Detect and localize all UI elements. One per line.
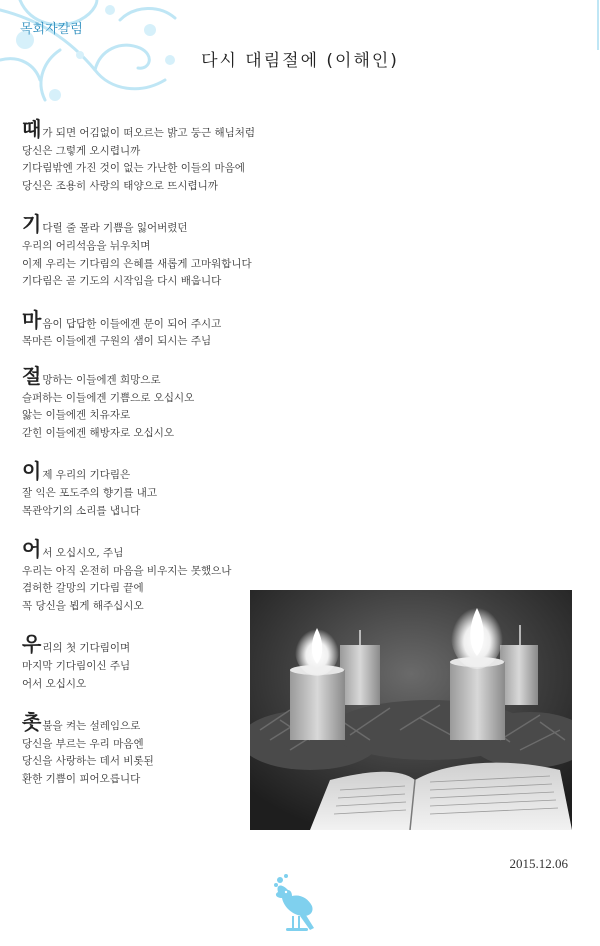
poem-line: 당신을 사랑하는 데서 비롯된 xyxy=(22,755,154,768)
poem-line: 기다림밖엔 가진 것이 없는 가난한 이들의 마음에 xyxy=(22,162,245,175)
poem-line: 갇힌 이들에겐 해방자로 오십시오 xyxy=(22,426,175,439)
poem-line: 목관악기의 소리를 냅니다 xyxy=(22,504,141,517)
poem-line: 겸허한 갈망의 기다림 끝에 xyxy=(22,582,144,595)
poem-line: 꼭 당신을 뵙게 해주십시오 xyxy=(22,599,144,612)
poem-line: 환한 기쁨이 피어오릅니다 xyxy=(22,773,141,786)
poem-line: 이제 우리는 기다림의 은혜를 새롭게 고마워합니다 xyxy=(22,257,252,270)
poem-line: 제 우리의 기다림은 xyxy=(42,469,131,482)
poem-line: 마지막 기다림이신 주님 xyxy=(22,660,131,673)
poem-line: 서 오십시오, 주님 xyxy=(42,547,124,560)
dropcap: 이 xyxy=(22,459,42,484)
poem-line: 당신은 조용히 사랑의 태양으로 뜨시렵니까 xyxy=(22,179,218,192)
poem-line: 잘 익은 포도주의 향기를 내고 xyxy=(22,486,158,499)
dropcap: 어 xyxy=(22,537,42,562)
poem-line: 기다림은 곧 기도의 시작임을 다시 배웁니다 xyxy=(22,275,222,288)
poem-line: 다릴 줄 몰라 기쁨을 잃어버렸던 xyxy=(42,222,188,235)
dropcap: 절 xyxy=(22,363,42,388)
poem-line: 가 되면 어김없이 떠오르는 밝고 둥근 해님처럼 xyxy=(42,127,256,139)
poem-line: 음이 답답한 이들에겐 문이 되어 주시고 xyxy=(42,317,222,330)
stanza xyxy=(22,459,322,520)
poem-line: 목마른 이들에겐 구원의 샘이 되시는 주님 xyxy=(22,335,212,348)
dropcap: 때 xyxy=(22,117,42,141)
poem-line: 앓는 이들에겐 치유자로 xyxy=(22,409,131,422)
advent-candles-photo xyxy=(250,590,572,830)
column-label: 목회자칼럼 xyxy=(20,22,83,37)
dropcap: 기 xyxy=(22,212,42,237)
poem-line: 불을 켜는 설레임으로 xyxy=(42,720,141,733)
bird-icon xyxy=(270,872,330,942)
poem-line: 우리의 어리석음을 뉘우치며 xyxy=(22,239,151,252)
poem-line: 당신을 부르는 우리 마음엔 xyxy=(22,737,144,750)
stanza xyxy=(22,212,322,290)
dropcap: 마 xyxy=(22,307,42,332)
poem-line: 리의 첫 기다림이며 xyxy=(42,642,131,655)
poem-line: 망하는 이들에겐 희망으로 xyxy=(42,373,161,386)
dropcap: 우 xyxy=(22,632,42,657)
poem-line: 우리는 아직 온전히 마음을 비우지는 못했으나 xyxy=(22,564,232,577)
date: 2015.12.06 xyxy=(509,856,568,871)
stanza xyxy=(22,363,322,442)
dropcap: 촛 xyxy=(22,710,42,735)
stanza xyxy=(22,117,322,195)
page-title: 다시 대림절에 (이해인) xyxy=(201,51,399,71)
poem-line: 당신은 그렇게 오시렵니까 xyxy=(22,144,141,157)
poem-line: 어서 오십시오 xyxy=(22,677,87,690)
stanza xyxy=(22,307,322,351)
poem-line: 슬퍼하는 이들에겐 기쁨으로 오십시오 xyxy=(22,391,195,404)
